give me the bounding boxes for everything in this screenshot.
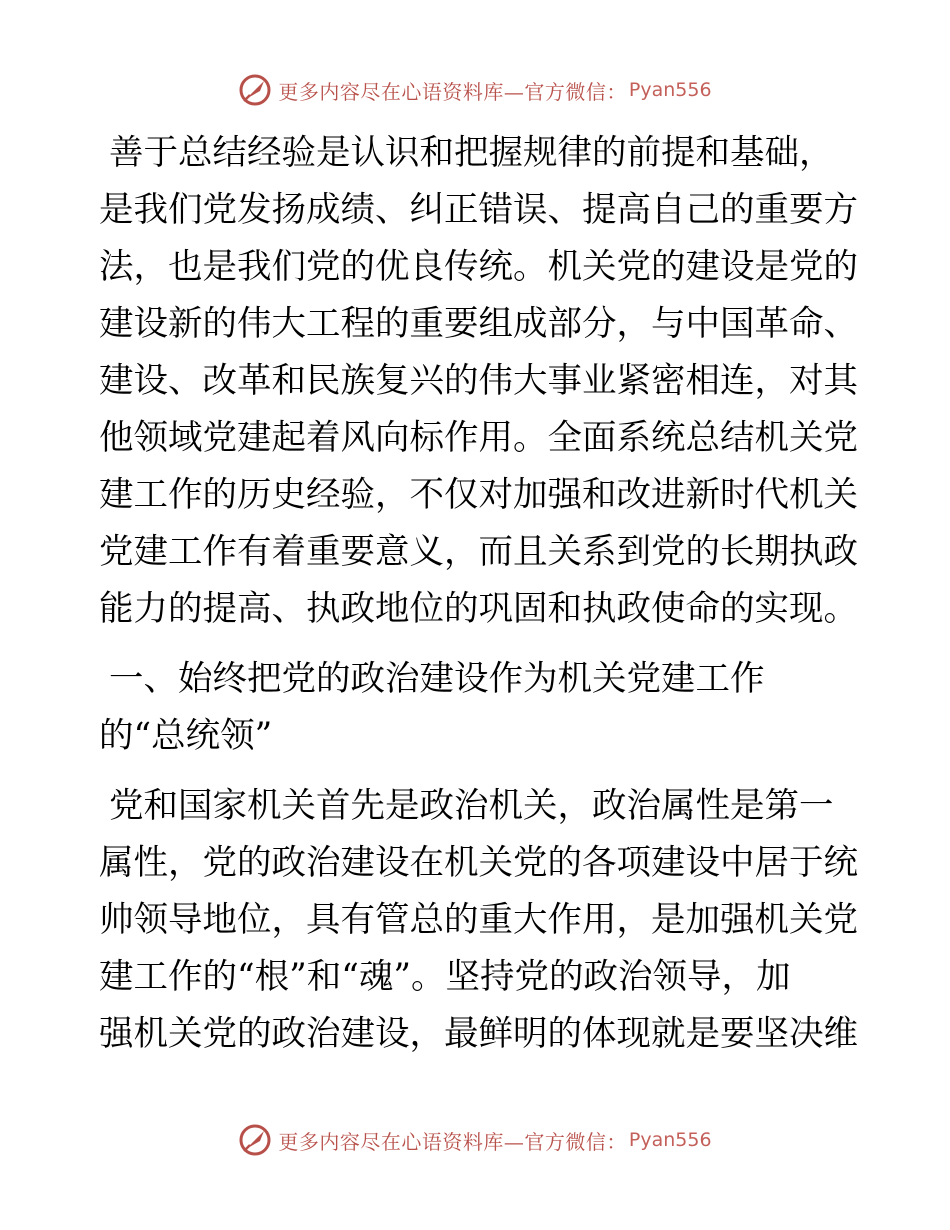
header-watermark (0, 70, 950, 110)
heading-line: 一、始终把党的政治建设作为机关党建工作 (109, 659, 765, 699)
text-line: 他领域党建起着风向标作用。全面系统总结机关党 (99, 418, 858, 458)
watermark-wechat-id: Pyan556 (628, 79, 712, 101)
quill-logo-icon (238, 1123, 272, 1157)
footer-watermark (0, 1120, 950, 1160)
section-heading (99, 651, 851, 765)
text-line: 党建工作有着重要意义，而且关系到党的长期执政 (99, 532, 858, 572)
text-line: 党和国家机关首先是政治机关，政治属性是第一 (109, 786, 834, 826)
text-line: 善于总结经验是认识和把握规律的前提和基础， (109, 133, 834, 173)
watermark-wechat-id: Pyan556 (628, 1129, 712, 1151)
text-line: 建工作的“根”和“魂”。坚持党的政治领导，加 (99, 957, 791, 997)
text-line: 是我们党发扬成绩、纠正错误、提高自己的重要方 (99, 190, 858, 230)
quill-logo-icon (238, 73, 272, 107)
text-line: 强机关党的政治建设，最鲜明的体现就是要坚决维 (99, 1014, 858, 1054)
text-line: 建设、改革和民族复兴的伟大事业紧密相连，对其 (99, 361, 858, 401)
text-line: 帅领导地位，具有管总的重大作用，是加强机关党 (99, 900, 858, 940)
watermark-text: 更多内容尽在心语资料库—官方微信： (278, 1129, 627, 1154)
heading-line: 的“总统领” (99, 716, 273, 756)
watermark-text: 更多内容尽在心语资料库—官方微信： (278, 79, 627, 104)
text-line: 属性，党的政治建设在机关党的各项建设中居于统 (99, 843, 858, 883)
document-body (99, 125, 858, 1063)
paragraph-intro (99, 125, 858, 638)
text-line: 建设新的伟大工程的重要组成部分，与中国革命、 (99, 304, 858, 344)
paragraph-political (99, 778, 858, 1063)
text-line: 建工作的历史经验，不仅对加强和改进新时代机关 (99, 475, 858, 515)
text-line: 能力的提高、执政地位的巩固和执政使命的实现。 (99, 589, 858, 629)
text-line: 法，也是我们党的优良传统。机关党的建设是党的 (99, 247, 858, 287)
